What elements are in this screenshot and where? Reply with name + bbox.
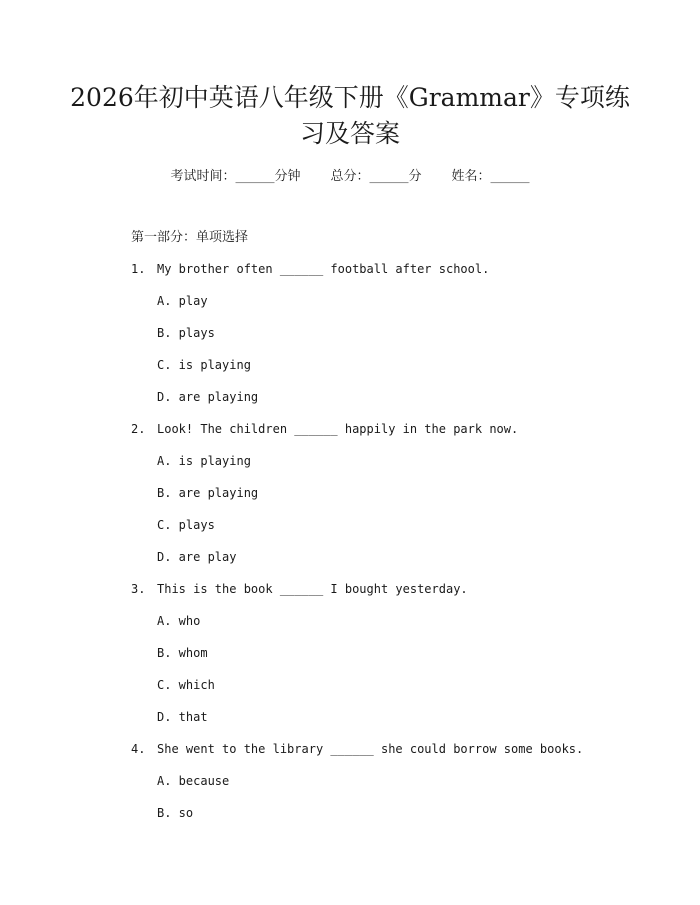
option-d: D. that [157, 710, 208, 724]
exam-time: 考试时间：______分钟 [170, 169, 301, 184]
option-b: B. plays [157, 326, 215, 340]
question-text: This is the book ______ I bought yesterday. [157, 582, 468, 596]
page-title: 2026年初中英语八年级下册《Grammar》专项练习及答案 [70, 83, 630, 148]
question-number: 2. [131, 422, 146, 436]
question-2 [131, 419, 651, 451]
question-3 [131, 579, 651, 611]
question-4 [131, 739, 651, 771]
question-number: 3. [131, 582, 146, 596]
option-a: A. who [157, 614, 201, 628]
option-a: A. play [157, 294, 208, 308]
student-name: 姓名：______ [451, 169, 530, 184]
total-score: 总分：______分 [330, 169, 422, 184]
option-a: A. because [157, 774, 230, 788]
option-b: B. whom [157, 646, 208, 660]
option-c: C. which [157, 678, 215, 692]
option-b: B. so [157, 806, 194, 820]
question-text: My brother often ______ football after school. [157, 262, 490, 276]
question-number: 1. [131, 262, 146, 276]
question-text: She went to the library ______ she could borrow some books. [157, 742, 584, 756]
option-a: A. is playing [157, 454, 251, 468]
option-c: C. plays [157, 518, 215, 532]
option-c: C. is playing [157, 358, 251, 372]
question-text: Look! The children ______ happily in the park now. [157, 422, 519, 436]
option-d: D. are playing [157, 390, 259, 404]
question-number: 4. [131, 742, 146, 756]
option-b: B. are playing [157, 486, 259, 500]
option-d: D. are play [157, 550, 237, 564]
question-1 [131, 259, 651, 291]
exam-meta [0, 168, 700, 186]
question-list [131, 259, 651, 835]
section-title: 第一部分：单项选择 [131, 230, 249, 245]
